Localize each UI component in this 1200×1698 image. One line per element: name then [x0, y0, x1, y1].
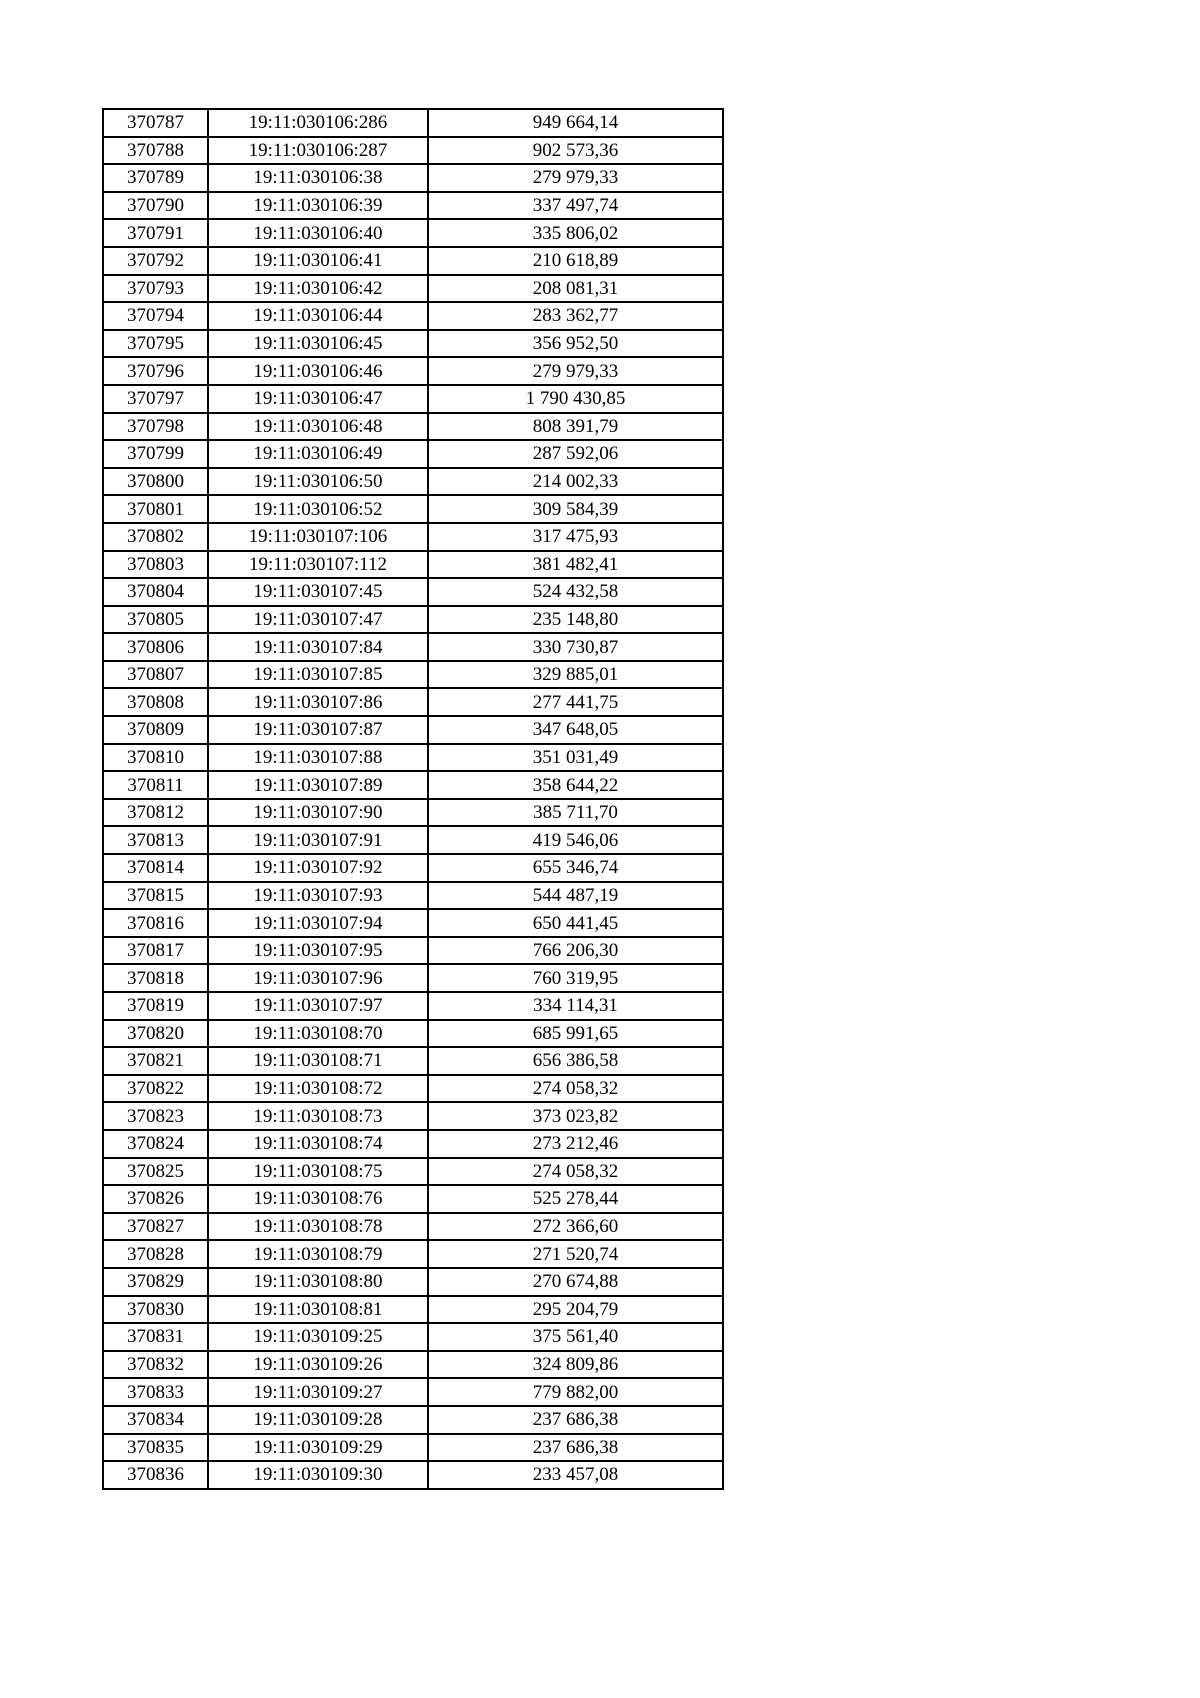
table-row: [103, 1102, 723, 1130]
cadastral-number-cell: 19:11:030106:42: [208, 275, 428, 303]
cadastral-number-cell: 19:11:030108:79: [208, 1240, 428, 1268]
cadastral-number-cell: 19:11:030108:75: [208, 1158, 428, 1186]
table-row: [103, 1406, 723, 1434]
cadastral-number-cell: 19:11:030107:95: [208, 937, 428, 965]
value-cell: 385 711,70: [428, 799, 723, 827]
cadastral-number-cell: 19:11:030107:85: [208, 661, 428, 689]
cadastral-number-cell: 19:11:030107:86: [208, 688, 428, 716]
row-number-cell: 370809: [103, 716, 208, 744]
table-row: [103, 633, 723, 661]
cadastral-number-cell: 19:11:030107:106: [208, 523, 428, 551]
table-row: [103, 771, 723, 799]
row-number-cell: 370789: [103, 164, 208, 192]
value-cell: 525 278,44: [428, 1185, 723, 1213]
value-cell: 335 806,02: [428, 219, 723, 247]
table-row: [103, 1240, 723, 1268]
table-row: [103, 909, 723, 937]
cadastral-number-cell: 19:11:030107:47: [208, 606, 428, 634]
row-number-cell: 370797: [103, 385, 208, 413]
value-cell: 902 573,36: [428, 137, 723, 165]
value-cell: 235 148,80: [428, 606, 723, 634]
table-row: [103, 1268, 723, 1296]
table-row: [103, 247, 723, 275]
cadastral-number-cell: 19:11:030106:38: [208, 164, 428, 192]
table-row: [103, 551, 723, 579]
value-cell: 277 441,75: [428, 688, 723, 716]
table-row: [103, 440, 723, 468]
value-cell: 270 674,88: [428, 1268, 723, 1296]
table-row: [103, 1323, 723, 1351]
row-number-cell: 370831: [103, 1323, 208, 1351]
table-row: [103, 606, 723, 634]
value-cell: 351 031,49: [428, 744, 723, 772]
row-number-cell: 370804: [103, 578, 208, 606]
cadastral-number-cell: 19:11:030106:286: [208, 109, 428, 137]
table-row: [103, 1461, 723, 1489]
table-row: [103, 661, 723, 689]
value-cell: 309 584,39: [428, 495, 723, 523]
value-cell: 279 979,33: [428, 164, 723, 192]
cadastral-number-cell: 19:11:030109:30: [208, 1461, 428, 1489]
cadastral-number-cell: 19:11:030108:76: [208, 1185, 428, 1213]
cadastral-number-cell: 19:11:030106:41: [208, 247, 428, 275]
row-number-cell: 370813: [103, 826, 208, 854]
value-cell: 330 730,87: [428, 633, 723, 661]
row-number-cell: 370835: [103, 1434, 208, 1462]
cadastral-number-cell: 19:11:030109:27: [208, 1378, 428, 1406]
table-row: [103, 964, 723, 992]
row-number-cell: 370827: [103, 1213, 208, 1241]
value-cell: 208 081,31: [428, 275, 723, 303]
value-cell: 358 644,22: [428, 771, 723, 799]
value-cell: 334 114,31: [428, 992, 723, 1020]
value-cell: 273 212,46: [428, 1130, 723, 1158]
row-number-cell: 370787: [103, 109, 208, 137]
table-row: [103, 523, 723, 551]
table-row: [103, 413, 723, 441]
row-number-cell: 370800: [103, 468, 208, 496]
cadastral-number-cell: 19:11:030108:71: [208, 1047, 428, 1075]
data-table: [102, 108, 724, 1490]
value-cell: 650 441,45: [428, 909, 723, 937]
row-number-cell: 370817: [103, 937, 208, 965]
table-row: [103, 164, 723, 192]
cadastral-number-cell: 19:11:030106:45: [208, 330, 428, 358]
value-cell: 1 790 430,85: [428, 385, 723, 413]
value-cell: 274 058,32: [428, 1158, 723, 1186]
table-row: [103, 716, 723, 744]
value-cell: 279 979,33: [428, 357, 723, 385]
row-number-cell: 370814: [103, 854, 208, 882]
row-number-cell: 370793: [103, 275, 208, 303]
table-row: [103, 688, 723, 716]
value-cell: 287 592,06: [428, 440, 723, 468]
table-row: [103, 937, 723, 965]
value-cell: 375 561,40: [428, 1323, 723, 1351]
row-number-cell: 370822: [103, 1075, 208, 1103]
row-number-cell: 370818: [103, 964, 208, 992]
cadastral-number-cell: 19:11:030106:46: [208, 357, 428, 385]
row-number-cell: 370825: [103, 1158, 208, 1186]
row-number-cell: 370810: [103, 744, 208, 772]
table-row: [103, 826, 723, 854]
value-cell: 271 520,74: [428, 1240, 723, 1268]
row-number-cell: 370798: [103, 413, 208, 441]
row-number-cell: 370834: [103, 1406, 208, 1434]
value-cell: 656 386,58: [428, 1047, 723, 1075]
cadastral-number-cell: 19:11:030107:89: [208, 771, 428, 799]
row-number-cell: 370833: [103, 1378, 208, 1406]
row-number-cell: 370801: [103, 495, 208, 523]
value-cell: 317 475,93: [428, 523, 723, 551]
cadastral-number-cell: 19:11:030107:45: [208, 578, 428, 606]
value-cell: 233 457,08: [428, 1461, 723, 1489]
table-row: [103, 1158, 723, 1186]
cadastral-number-cell: 19:11:030108:70: [208, 1020, 428, 1048]
cadastral-number-cell: 19:11:030106:47: [208, 385, 428, 413]
table-body: [103, 109, 723, 1489]
table-row: [103, 1296, 723, 1324]
value-cell: 373 023,82: [428, 1102, 723, 1130]
table-row: [103, 302, 723, 330]
row-number-cell: 370832: [103, 1351, 208, 1379]
cadastral-number-cell: 19:11:030108:78: [208, 1213, 428, 1241]
cadastral-number-cell: 19:11:030107:93: [208, 882, 428, 910]
cadastral-number-cell: 19:11:030107:96: [208, 964, 428, 992]
cadastral-number-cell: 19:11:030109:26: [208, 1351, 428, 1379]
row-number-cell: 370815: [103, 882, 208, 910]
value-cell: 329 885,01: [428, 661, 723, 689]
table-row: [103, 192, 723, 220]
cadastral-number-cell: 19:11:030109:25: [208, 1323, 428, 1351]
value-cell: 544 487,19: [428, 882, 723, 910]
value-cell: 808 391,79: [428, 413, 723, 441]
row-number-cell: 370794: [103, 302, 208, 330]
row-number-cell: 370795: [103, 330, 208, 358]
row-number-cell: 370823: [103, 1102, 208, 1130]
table-row: [103, 1185, 723, 1213]
table-row: [103, 137, 723, 165]
value-cell: 949 664,14: [428, 109, 723, 137]
table-row: [103, 219, 723, 247]
table-row: [103, 495, 723, 523]
value-cell: 381 482,41: [428, 551, 723, 579]
value-cell: 419 546,06: [428, 826, 723, 854]
table-row: [103, 882, 723, 910]
row-number-cell: 370790: [103, 192, 208, 220]
value-cell: 210 618,89: [428, 247, 723, 275]
cadastral-number-cell: 19:11:030107:90: [208, 799, 428, 827]
table-row: [103, 357, 723, 385]
row-number-cell: 370826: [103, 1185, 208, 1213]
value-cell: 274 058,32: [428, 1075, 723, 1103]
table-row: [103, 1351, 723, 1379]
cadastral-number-cell: 19:11:030107:92: [208, 854, 428, 882]
row-number-cell: 370796: [103, 357, 208, 385]
row-number-cell: 370836: [103, 1461, 208, 1489]
value-cell: 214 002,33: [428, 468, 723, 496]
table-row: [103, 1130, 723, 1158]
row-number-cell: 370816: [103, 909, 208, 937]
cadastral-number-cell: 19:11:030106:48: [208, 413, 428, 441]
row-number-cell: 370799: [103, 440, 208, 468]
value-cell: 356 952,50: [428, 330, 723, 358]
cadastral-number-cell: 19:11:030106:49: [208, 440, 428, 468]
value-cell: 283 362,77: [428, 302, 723, 330]
value-cell: 272 366,60: [428, 1213, 723, 1241]
value-cell: 524 432,58: [428, 578, 723, 606]
row-number-cell: 370791: [103, 219, 208, 247]
row-number-cell: 370819: [103, 992, 208, 1020]
table-row: [103, 275, 723, 303]
row-number-cell: 370808: [103, 688, 208, 716]
cadastral-number-cell: 19:11:030107:87: [208, 716, 428, 744]
row-number-cell: 370805: [103, 606, 208, 634]
row-number-cell: 370829: [103, 1268, 208, 1296]
row-number-cell: 370821: [103, 1047, 208, 1075]
row-number-cell: 370792: [103, 247, 208, 275]
table-row: [103, 1213, 723, 1241]
cadastral-number-cell: 19:11:030106:52: [208, 495, 428, 523]
table-row: [103, 330, 723, 358]
table-row: [103, 854, 723, 882]
cadastral-number-cell: 19:11:030107:94: [208, 909, 428, 937]
value-cell: 337 497,74: [428, 192, 723, 220]
row-number-cell: 370824: [103, 1130, 208, 1158]
row-number-cell: 370830: [103, 1296, 208, 1324]
value-cell: 766 206,30: [428, 937, 723, 965]
table-row: [103, 992, 723, 1020]
value-cell: 237 686,38: [428, 1434, 723, 1462]
row-number-cell: 370806: [103, 633, 208, 661]
table-row: [103, 1020, 723, 1048]
row-number-cell: 370803: [103, 551, 208, 579]
row-number-cell: 370812: [103, 799, 208, 827]
value-cell: 347 648,05: [428, 716, 723, 744]
row-number-cell: 370807: [103, 661, 208, 689]
table-row: [103, 1047, 723, 1075]
cadastral-number-cell: 19:11:030107:112: [208, 551, 428, 579]
cadastral-number-cell: 19:11:030107:97: [208, 992, 428, 1020]
table-row: [103, 468, 723, 496]
table-row: [103, 1378, 723, 1406]
row-number-cell: 370802: [103, 523, 208, 551]
table-row: [103, 1075, 723, 1103]
table-row: [103, 578, 723, 606]
cadastral-number-cell: 19:11:030109:29: [208, 1434, 428, 1462]
row-number-cell: 370811: [103, 771, 208, 799]
cadastral-number-cell: 19:11:030106:39: [208, 192, 428, 220]
cadastral-number-cell: 19:11:030109:28: [208, 1406, 428, 1434]
row-number-cell: 370788: [103, 137, 208, 165]
table-row: [103, 799, 723, 827]
cadastral-number-cell: 19:11:030108:72: [208, 1075, 428, 1103]
cadastral-number-cell: 19:11:030107:91: [208, 826, 428, 854]
cadastral-number-cell: 19:11:030108:81: [208, 1296, 428, 1324]
table-row: [103, 744, 723, 772]
cadastral-number-cell: 19:11:030108:74: [208, 1130, 428, 1158]
value-cell: 685 991,65: [428, 1020, 723, 1048]
table-row: [103, 385, 723, 413]
cadastral-number-cell: 19:11:030108:80: [208, 1268, 428, 1296]
value-cell: 760 319,95: [428, 964, 723, 992]
value-cell: 324 809,86: [428, 1351, 723, 1379]
value-cell: 295 204,79: [428, 1296, 723, 1324]
value-cell: 779 882,00: [428, 1378, 723, 1406]
table-row: [103, 109, 723, 137]
cadastral-number-cell: 19:11:030106:287: [208, 137, 428, 165]
cadastral-number-cell: 19:11:030106:40: [208, 219, 428, 247]
cadastral-number-cell: 19:11:030107:88: [208, 744, 428, 772]
value-cell: 655 346,74: [428, 854, 723, 882]
cadastral-number-cell: 19:11:030108:73: [208, 1102, 428, 1130]
cadastral-number-cell: 19:11:030106:50: [208, 468, 428, 496]
value-cell: 237 686,38: [428, 1406, 723, 1434]
cadastral-number-cell: 19:11:030106:44: [208, 302, 428, 330]
row-number-cell: 370820: [103, 1020, 208, 1048]
cadastral-number-cell: 19:11:030107:84: [208, 633, 428, 661]
row-number-cell: 370828: [103, 1240, 208, 1268]
table-row: [103, 1434, 723, 1462]
